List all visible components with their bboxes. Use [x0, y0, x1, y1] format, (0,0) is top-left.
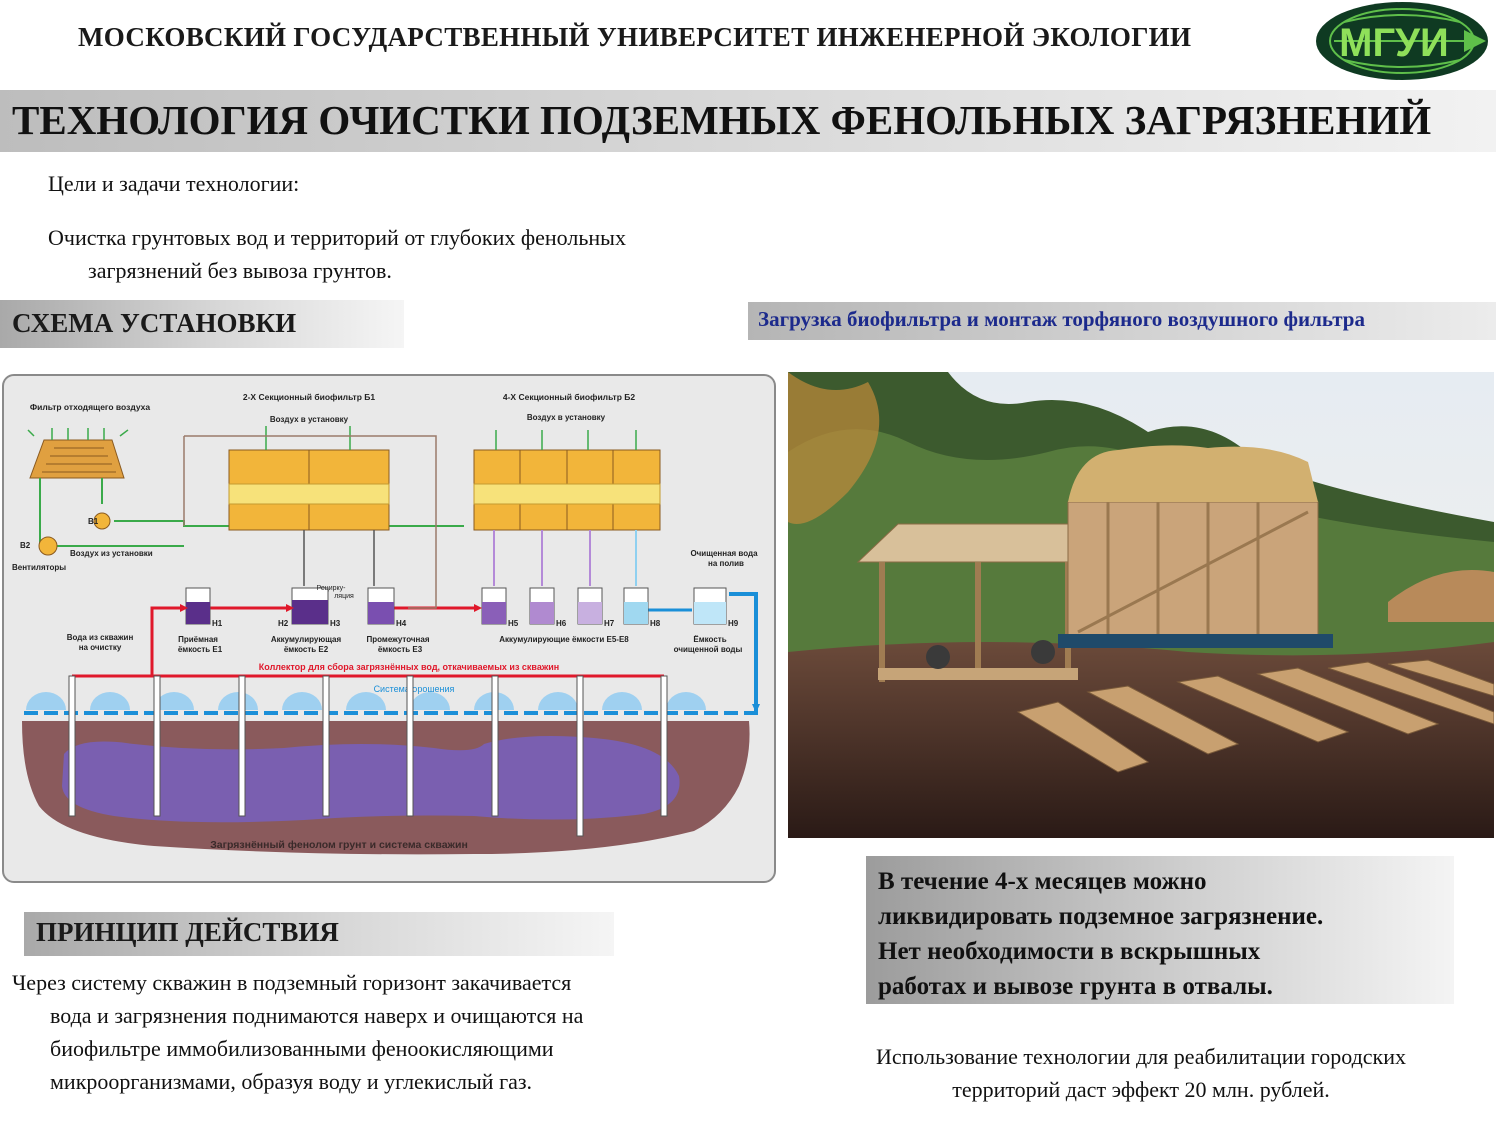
principle-heading: ПРИНЦИП ДЕЙСТВИЯ: [36, 917, 339, 947]
scheme-heading: СХЕМА УСТАНОВКИ: [12, 308, 297, 338]
soil-label: Загрязнённый фенолом грунт и система скважин: [210, 839, 468, 851]
svg-text:Н2: Н2: [278, 619, 289, 628]
principle-text: [12, 966, 772, 1098]
svg-text:ёмкость Е2: ёмкость Е2: [283, 645, 329, 654]
goals-label: Цели и задачи технологии:: [48, 171, 300, 196]
svg-text:Воздух в установку: Воздух в установку: [526, 413, 606, 422]
svg-text:Очищенная вода: Очищенная вода: [690, 549, 758, 558]
svg-text:В1: В1: [88, 517, 99, 526]
svg-text:очищенной воды: очищенной воды: [673, 645, 743, 654]
result-line-4: работах и вывозе грунта в отвалы.: [878, 973, 1273, 1000]
economic-effect-note: [786, 1040, 1496, 1106]
irrigation-domes: [26, 692, 706, 710]
principle-line-4: микроорганизмами, образуя воду и углекислый газ.: [50, 1069, 533, 1094]
svg-text:Н7: Н7: [604, 619, 615, 628]
biofilter-b2-label: 4-Х Секционный биофильтр Б2: [502, 392, 636, 402]
installation-diagram: [2, 374, 776, 883]
note-line-1: Использование технологии для реабилитации городских: [875, 1044, 1407, 1069]
svg-text:Промежуточная: Промежуточная: [366, 635, 430, 644]
page-title: ТЕХНОЛОГИЯ ОЧИСТКИ ПОДЗЕМНЫХ ФЕНОЛЬНЫХ ЗАГРЯЗНЕНИЙ: [12, 97, 1432, 143]
svg-text:МГУИ: МГУИ: [1339, 21, 1449, 65]
result-text: [878, 864, 1448, 1004]
goals-line-2: загрязнений без вывоза грунтов.: [88, 258, 392, 283]
svg-text:Н4: Н4: [396, 619, 407, 628]
svg-text:Н1: Н1: [212, 619, 223, 628]
collector-label: Коллектор для сбора загрязнённых вод, откачиваемых из скважин: [258, 662, 560, 672]
air-filter-label: Фильтр отходящего воздуха: [29, 402, 151, 412]
goals-text: [48, 221, 848, 287]
svg-text:на очистку: на очистку: [78, 643, 122, 652]
svg-text:Н8: Н8: [650, 619, 661, 628]
svg-text:ляция: ляция: [334, 593, 354, 600]
result-line-1: В течение 4-х месяцев можно: [878, 868, 1207, 895]
svg-text:на полив: на полив: [708, 559, 744, 568]
svg-text:Н6: Н6: [556, 619, 567, 628]
svg-text:Приёмная: Приёмная: [178, 635, 218, 644]
site-photo: [788, 372, 1494, 838]
principle-line-3: биофильтре иммобилизованными феноокисляющими: [50, 1036, 554, 1061]
university-name: МОСКОВСКИЙ ГОСУДАРСТВЕННЫЙ УНИВЕРСИТЕТ ИНЖЕНЕРНОЙ ЭКОЛОГИИ: [78, 22, 1192, 52]
svg-text:Аккумулирующая: Аккумулирующая: [270, 635, 342, 644]
svg-text:ёмкость Е3: ёмкость Е3: [377, 645, 423, 654]
principle-line-1: Через систему скважин в подземный горизонт закачивается: [12, 970, 572, 995]
air-out-label: Воздух из установки: [70, 549, 153, 558]
goals-line-1: Очистка грунтовых вод и территорий от глубоких фенольных: [48, 225, 626, 250]
tanks: [186, 588, 726, 624]
biofilter-b1-label: 2-Х Секционный биофильтр Б1: [242, 392, 376, 402]
svg-text:В2: В2: [20, 541, 31, 550]
irrigation-label: Система орошения: [373, 684, 455, 694]
svg-text:Рецирку-: Рецирку-: [316, 585, 346, 592]
university-logo: [1314, 0, 1490, 82]
svg-text:ёмкость Е1: ёмкость Е1: [177, 645, 223, 654]
result-line-3: Нет необходимости в вскрышных: [878, 938, 1261, 965]
fans-label: Вентиляторы: [12, 563, 67, 572]
photo-caption: Загрузка биофильтра и монтаж торфяного воздушного фильтра: [758, 307, 1365, 331]
svg-text:Воздух в установку: Воздух в установку: [269, 415, 349, 424]
svg-text:Н5: Н5: [508, 619, 519, 628]
svg-text:Аккумулирующие ёмкости Е5-Е8: Аккумулирующие ёмкости Е5-Е8: [499, 635, 629, 644]
result-line-2: ликвидировать подземное загрязнение.: [878, 903, 1324, 930]
fan-b2: [39, 537, 57, 555]
svg-text:Н9: Н9: [728, 619, 739, 628]
note-line-2: территорий даст эффект 20 млн. рублей.: [952, 1077, 1330, 1102]
svg-text:Н3: Н3: [330, 619, 341, 628]
svg-text:Ёмкость: Ёмкость: [693, 635, 727, 644]
principle-line-2: вода и загрязнения поднимаются наверх и очищаются на: [50, 1003, 584, 1028]
svg-text:Вода из скважин: Вода из скважин: [66, 633, 134, 642]
